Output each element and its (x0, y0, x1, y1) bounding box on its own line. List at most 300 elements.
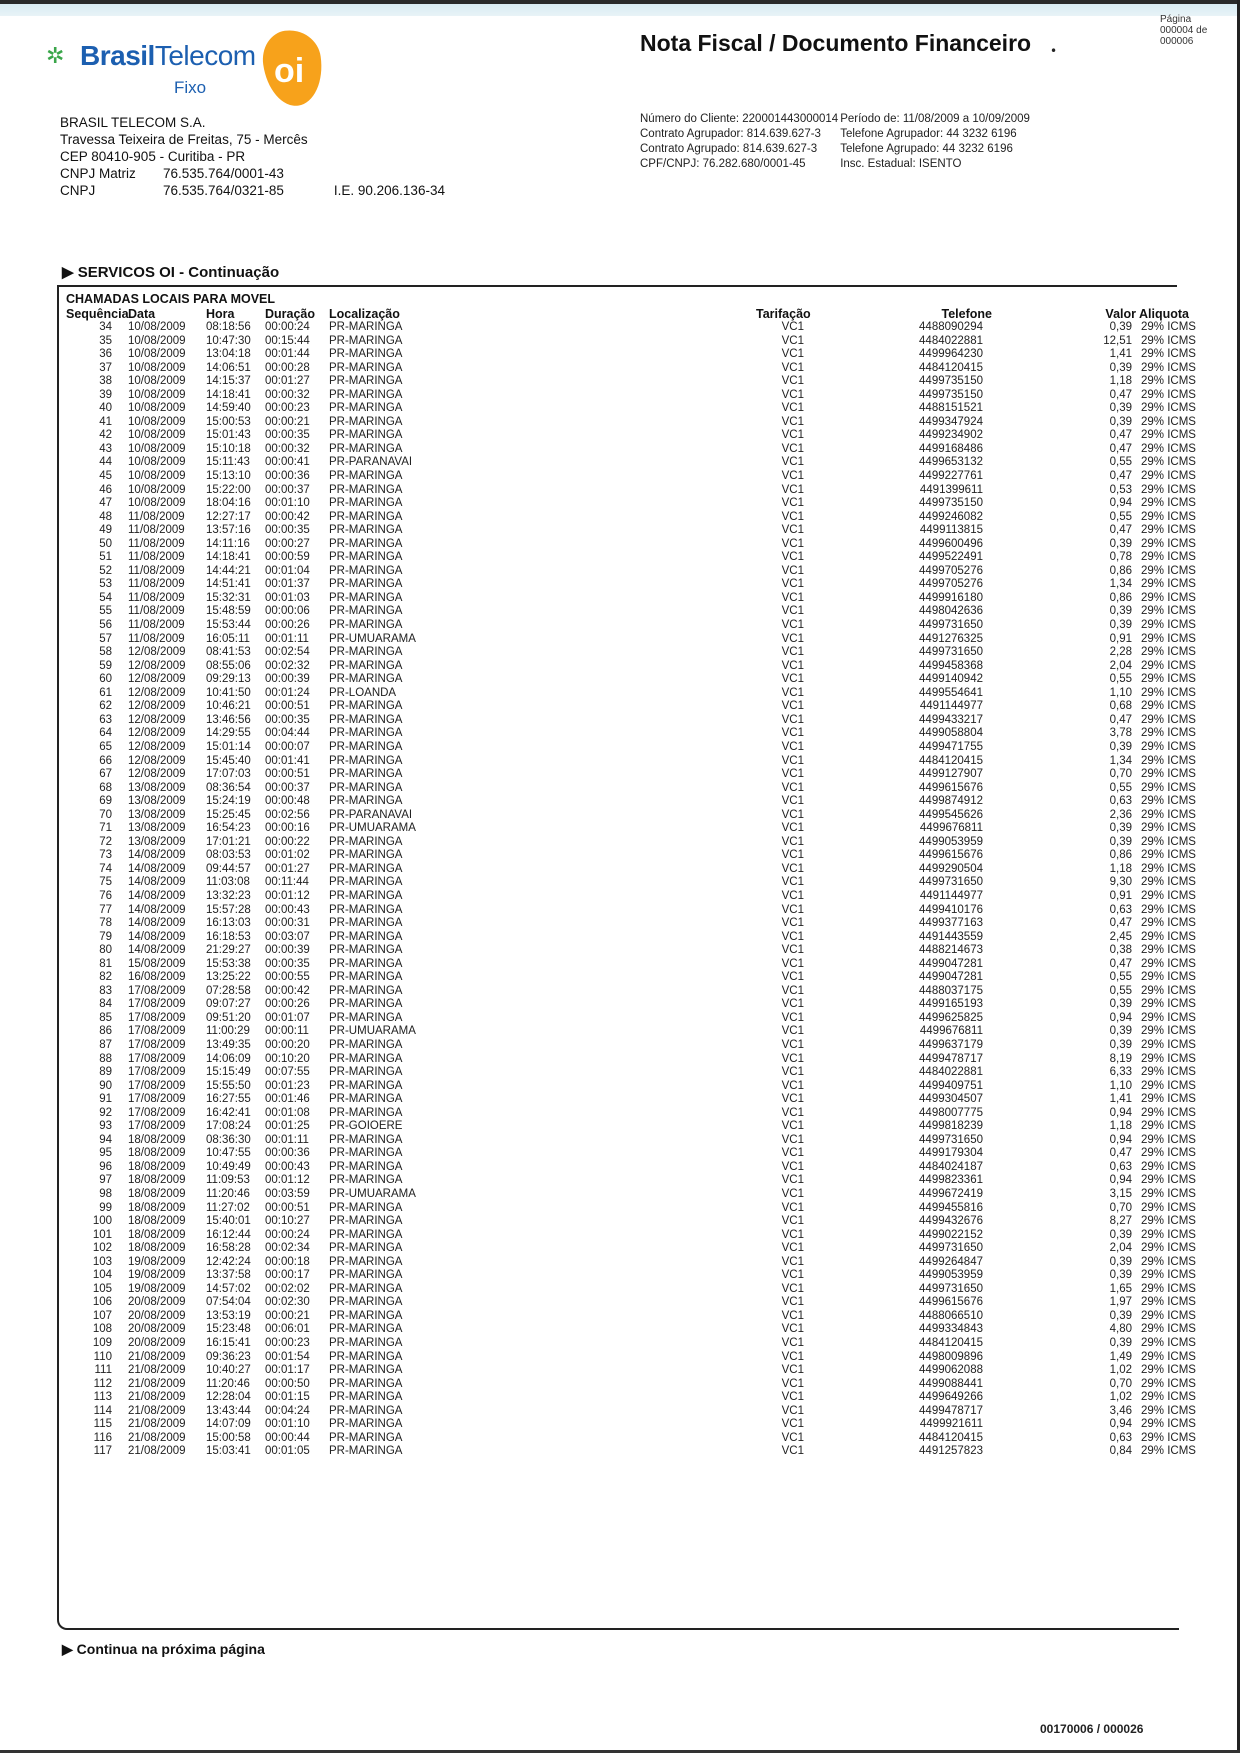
cell-aliquota: 29% ICMS (1141, 497, 1196, 510)
cell-valor: 8,19 (1109, 1052, 1132, 1065)
cell-valor: 3,46 (1109, 1404, 1132, 1417)
cell-telefone: 4499615676 (919, 781, 983, 794)
table-row (66, 415, 1196, 430)
cell-aliquota: 29% ICMS (1141, 442, 1196, 455)
cell-tarifacao: VC1 (781, 321, 804, 333)
cell-sequencia: 82 (99, 971, 112, 984)
cell-telefone: 4498042636 (919, 605, 983, 618)
cell-tarifacao: VC1 (781, 740, 804, 753)
cell-localizacao: PR-MARINGA (329, 673, 403, 686)
cell-aliquota: 29% ICMS (1141, 971, 1196, 984)
cell-data: 10/08/2009 (128, 415, 186, 428)
cell-aliquota: 29% ICMS (1141, 1445, 1196, 1458)
cell-localizacao: PR-UMUARAMA (329, 822, 416, 835)
cell-data: 18/08/2009 (128, 1160, 186, 1173)
cell-hora: 17:01:21 (206, 835, 251, 848)
cell-telefone: 4499165193 (919, 998, 983, 1011)
cell-hora: 12:42:24 (206, 1255, 251, 1268)
cell-telefone: 4499731650 (919, 1282, 983, 1295)
cell-telefone: 4498007775 (919, 1106, 983, 1119)
cell-telefone: 4499478717 (919, 1052, 983, 1065)
insc-estadual: Insc. Estadual: ISENTO (840, 158, 962, 170)
cell-valor: 0,47 (1109, 957, 1132, 970)
cell-hora: 15:01:43 (206, 429, 251, 442)
cell-localizacao: PR-MARINGA (329, 321, 403, 333)
cell-sequencia: 69 (99, 795, 112, 808)
cell-hora: 11:09:53 (206, 1174, 250, 1187)
cell-tarifacao: VC1 (781, 1418, 804, 1431)
company-address: Travessa Teixeira de Freitas, 75 - Mercês (60, 132, 308, 147)
table-row (66, 835, 1196, 850)
cell-hora: 13:46:56 (206, 713, 251, 726)
cell-hora: 13:37:58 (206, 1269, 251, 1282)
table-row (66, 1038, 1196, 1053)
cell-valor: 0,55 (1109, 510, 1132, 523)
cell-hora: 11:00:29 (206, 1025, 250, 1038)
page-indicator (1160, 14, 1207, 47)
cell-valor: 0,38 (1109, 944, 1132, 957)
cell-telefone: 4488037175 (919, 984, 983, 997)
cell-aliquota: 29% ICMS (1141, 1431, 1196, 1444)
cell-localizacao: PR-MARINGA (329, 591, 403, 604)
cell-sequencia: 85 (99, 1011, 112, 1024)
cell-localizacao: PR-MARINGA (329, 727, 403, 740)
cell-sequencia: 37 (99, 361, 112, 374)
cell-data: 13/08/2009 (128, 808, 186, 821)
cell-hora: 14:18:41 (206, 388, 251, 401)
company-cep: CEP 80410-905 - Curitiba - PR (60, 149, 246, 164)
table-row (66, 646, 1196, 660)
cell-aliquota: 29% ICMS (1141, 808, 1196, 821)
cell-telefone: 4488090294 (919, 321, 983, 333)
cell-duracao: 00:01:10 (265, 1418, 310, 1431)
cell-localizacao: PR-MARINGA (329, 944, 403, 957)
cell-hora: 10:47:30 (206, 334, 251, 347)
table-row (66, 1255, 1196, 1270)
cell-localizacao: PR-MARINGA (329, 1269, 403, 1282)
cell-sequencia: 87 (99, 1038, 112, 1051)
cell-data: 11/08/2009 (128, 524, 185, 537)
table-row (66, 822, 1196, 836)
cell-localizacao: PR-MARINGA (329, 1418, 403, 1431)
cell-sequencia: 107 (92, 1309, 112, 1322)
table-row (66, 889, 1196, 904)
cell-duracao: 00:00:41 (265, 456, 310, 469)
brand-name-bold: Brasil (80, 40, 155, 71)
table-row (66, 1188, 1196, 1202)
cell-valor: 0,78 (1109, 551, 1132, 564)
cell-sequencia: 60 (99, 673, 112, 686)
cell-data: 21/08/2009 (128, 1445, 186, 1458)
cell-tarifacao: VC1 (781, 632, 804, 645)
cell-tarifacao: VC1 (781, 551, 804, 564)
cell-duracao: 00:00:28 (265, 361, 310, 374)
cell-sequencia: 78 (99, 917, 112, 930)
cell-localizacao: PR-MARINGA (329, 971, 403, 984)
cell-tarifacao: VC1 (781, 673, 804, 686)
cell-telefone: 4499062088 (919, 1364, 983, 1377)
cell-hora: 15:57:28 (206, 903, 251, 916)
col-telefone: Telefone (941, 307, 992, 321)
cell-valor: 2,36 (1109, 808, 1132, 821)
cell-aliquota: 29% ICMS (1141, 1215, 1196, 1228)
cell-tarifacao: VC1 (781, 1160, 804, 1173)
cell-hora: 09:51:20 (206, 1011, 251, 1024)
cell-telefone: 4488066510 (919, 1309, 983, 1322)
cell-tarifacao: VC1 (781, 1296, 804, 1309)
cell-tarifacao: VC1 (781, 1052, 804, 1065)
company-name: BRASIL TELECOM S.A. (60, 115, 206, 130)
cell-telefone: 4499735150 (919, 497, 983, 510)
cell-hora: 13:25:22 (206, 971, 251, 984)
cell-data: 13/08/2009 (128, 822, 186, 835)
cell-tarifacao: VC1 (781, 1038, 804, 1051)
cell-localizacao: PR-MARINGA (329, 429, 403, 442)
client-cpf-cnpj: CPF/CNPJ: 76.282.680/0001-45 (640, 158, 806, 170)
document-code: 00170006 / 000026 (1040, 1722, 1144, 1736)
cell-sequencia: 74 (99, 862, 112, 875)
cell-localizacao: PR-MARINGA (329, 497, 403, 510)
cell-valor: 0,84 (1109, 1445, 1132, 1458)
cell-tarifacao: VC1 (781, 876, 804, 889)
cell-telefone: 4499140942 (919, 673, 983, 686)
cell-localizacao: PR-PARANAVAI (329, 456, 413, 469)
cell-aliquota: 29% ICMS (1141, 957, 1196, 970)
cell-sequencia: 34 (99, 321, 112, 333)
cell-aliquota: 29% ICMS (1141, 795, 1196, 808)
cell-aliquota: 29% ICMS (1141, 713, 1196, 726)
cell-duracao: 00:00:17 (265, 1269, 310, 1282)
cell-data: 14/08/2009 (128, 944, 186, 957)
cell-data: 20/08/2009 (128, 1337, 186, 1350)
cell-localizacao: PR-MARINGA (329, 1228, 403, 1241)
cell-localizacao: PR-PARANAVAI (329, 808, 413, 821)
cell-aliquota: 29% ICMS (1141, 1391, 1196, 1404)
cell-tarifacao: VC1 (781, 971, 804, 984)
cell-hora: 15:11:43 (206, 456, 250, 469)
cell-telefone: 4499022152 (919, 1228, 983, 1241)
cell-localizacao: PR-MARINGA (329, 1052, 403, 1065)
cell-sequencia: 105 (92, 1282, 112, 1295)
table-row (66, 795, 1196, 809)
cell-aliquota: 29% ICMS (1141, 361, 1196, 374)
cell-tarifacao: VC1 (781, 998, 804, 1011)
cell-telefone: 4488214673 (919, 944, 983, 957)
cell-valor: 0,47 (1109, 1147, 1132, 1160)
cell-tarifacao: VC1 (781, 510, 804, 523)
cell-valor: 1,18 (1109, 1120, 1132, 1133)
cell-localizacao: PR-MARINGA (329, 862, 403, 875)
cell-valor: 0,39 (1109, 1269, 1132, 1282)
cell-telefone: 4499823361 (919, 1174, 983, 1187)
cell-duracao: 00:03:59 (265, 1188, 310, 1200)
cell-data: 10/08/2009 (128, 334, 186, 347)
table-row (66, 361, 1196, 376)
cell-localizacao: PR-MARINGA (329, 700, 403, 713)
cell-data: 17/08/2009 (128, 1011, 186, 1024)
cell-data: 17/08/2009 (128, 1106, 186, 1119)
cell-duracao: 00:01:10 (265, 497, 310, 510)
cell-duracao: 00:01:15 (265, 1391, 310, 1404)
cell-tarifacao: VC1 (781, 862, 804, 875)
cell-localizacao: PR-MARINGA (329, 551, 403, 564)
cell-aliquota: 29% ICMS (1141, 537, 1196, 550)
table-row (66, 971, 1196, 985)
cell-tarifacao: VC1 (781, 1242, 804, 1255)
cell-sequencia: 49 (99, 524, 112, 537)
cell-aliquota: 29% ICMS (1141, 1106, 1196, 1119)
cell-localizacao: PR-MARINGA (329, 1337, 403, 1350)
cell-telefone: 4499731650 (919, 876, 983, 889)
cell-tarifacao: VC1 (781, 781, 804, 794)
cell-data: 21/08/2009 (128, 1364, 186, 1377)
cell-data: 18/08/2009 (128, 1242, 186, 1255)
cell-duracao: 00:00:35 (265, 713, 310, 726)
cell-duracao: 00:00:21 (265, 1309, 310, 1322)
document-title: Nota Fiscal / Documento Financeiro (640, 30, 1032, 56)
cell-duracao: 00:00:51 (265, 1201, 310, 1214)
table-row (66, 483, 1196, 498)
cell-sequencia: 94 (99, 1133, 112, 1146)
table-row (66, 754, 1196, 769)
cell-tarifacao: VC1 (781, 1106, 804, 1119)
cell-sequencia: 43 (99, 442, 112, 455)
cell-duracao: 00:01:05 (265, 1445, 310, 1458)
cnpj-value: 76.535.764/0321-85 (163, 183, 284, 198)
cell-telefone: 4499649266 (919, 1391, 983, 1404)
cell-localizacao: PR-MARINGA (329, 754, 403, 767)
cell-telefone: 4499545626 (919, 808, 983, 821)
cell-tarifacao: VC1 (781, 1404, 804, 1417)
cell-aliquota: 29% ICMS (1141, 1174, 1196, 1187)
cell-hora: 14:06:51 (206, 361, 251, 374)
cell-sequencia: 35 (99, 334, 112, 347)
cell-data: 19/08/2009 (128, 1269, 186, 1282)
cell-hora: 15:00:58 (206, 1431, 251, 1444)
cell-tarifacao: VC1 (781, 1215, 804, 1228)
cell-sequencia: 83 (99, 984, 112, 997)
cell-telefone: 4499672419 (919, 1188, 983, 1200)
cell-localizacao: PR-MARINGA (329, 619, 403, 632)
cell-hora: 15:01:14 (206, 740, 251, 753)
cell-tarifacao: VC1 (781, 564, 804, 577)
cell-telefone: 4484120415 (919, 754, 983, 767)
cell-localizacao: PR-MARINGA (329, 998, 403, 1011)
cell-localizacao: PR-MARINGA (329, 1133, 403, 1146)
cell-valor: 0,91 (1109, 889, 1132, 902)
cell-duracao: 00:01:17 (265, 1364, 310, 1377)
cell-aliquota: 29% ICMS (1141, 944, 1196, 957)
cell-duracao: 00:00:44 (265, 1431, 310, 1444)
cell-localizacao: PR-MARINGA (329, 1282, 403, 1295)
cell-duracao: 00:15:44 (265, 334, 310, 347)
cell-data: 14/08/2009 (128, 917, 186, 930)
cell-data: 21/08/2009 (128, 1377, 186, 1390)
table-row (66, 1215, 1196, 1229)
telefone-agrupador: Telefone Agrupador: 44 3232 6196 (840, 128, 1017, 140)
cell-valor: 0,70 (1109, 1201, 1132, 1214)
cell-tarifacao: VC1 (781, 1011, 804, 1024)
cell-aliquota: 29% ICMS (1141, 700, 1196, 713)
cell-hora: 13:49:35 (206, 1038, 251, 1051)
cell-tarifacao: VC1 (781, 537, 804, 550)
cell-sequencia: 110 (93, 1350, 112, 1363)
cell-duracao: 00:01:11 (265, 1133, 309, 1146)
cell-duracao: 00:00:37 (265, 781, 310, 794)
cell-hora: 15:48:59 (206, 605, 251, 618)
page-label: Página (1160, 14, 1192, 25)
cell-aliquota: 29% ICMS (1141, 510, 1196, 523)
cell-duracao: 00:00:18 (265, 1255, 310, 1268)
cell-valor: 0,47 (1109, 917, 1132, 930)
cell-telefone: 4499334843 (919, 1323, 983, 1336)
cell-telefone: 4499432676 (919, 1215, 983, 1228)
cell-localizacao: PR-MARINGA (329, 1079, 403, 1092)
company-info (60, 114, 445, 199)
cell-sequencia: 73 (99, 849, 112, 862)
cell-valor: 0,63 (1109, 903, 1132, 916)
cell-tarifacao: VC1 (781, 1350, 804, 1363)
cell-telefone: 4484024187 (919, 1160, 983, 1173)
cell-sequencia: 108 (92, 1323, 112, 1336)
cell-duracao: 00:01:27 (265, 862, 310, 875)
cell-duracao: 00:00:23 (265, 1337, 310, 1350)
cell-valor: 1,34 (1109, 578, 1132, 591)
cell-aliquota: 29% ICMS (1141, 1079, 1196, 1092)
cell-aliquota: 29% ICMS (1141, 551, 1196, 564)
cell-telefone: 4484120415 (919, 1337, 983, 1350)
cell-localizacao: PR-MARINGA (329, 334, 403, 347)
cell-valor: 1,65 (1109, 1282, 1132, 1295)
cell-aliquota: 29% ICMS (1141, 1242, 1196, 1255)
client-number: Número do Cliente: 220001443000014 (640, 113, 839, 125)
table-row (66, 1282, 1196, 1297)
cell-telefone: 4491276325 (919, 632, 983, 645)
cell-data: 11/08/2009 (128, 632, 185, 645)
cell-data: 10/08/2009 (128, 348, 186, 361)
cell-sequencia: 106 (92, 1296, 112, 1309)
cell-sequencia: 81 (99, 957, 112, 970)
cell-sequencia: 112 (93, 1377, 112, 1390)
cell-tarifacao: VC1 (781, 808, 804, 821)
cell-hora: 15:24:19 (206, 795, 251, 808)
cell-duracao: 00:01:54 (265, 1350, 310, 1363)
cell-data: 12/08/2009 (128, 727, 186, 740)
cell-hora: 14:57:02 (206, 1282, 251, 1295)
cell-sequencia: 79 (99, 930, 112, 943)
cell-telefone: 4491144977 (919, 889, 983, 902)
cell-data: 11/08/2009 (128, 578, 185, 591)
cell-data: 13/08/2009 (128, 781, 186, 794)
cell-duracao: 00:00:59 (265, 551, 310, 564)
cell-telefone: 4498009896 (919, 1350, 983, 1363)
cell-tarifacao: VC1 (781, 768, 804, 781)
cell-valor: 0,39 (1109, 537, 1132, 550)
cell-hora: 11:27:02 (206, 1201, 250, 1214)
cell-sequencia: 99 (99, 1201, 112, 1214)
cell-aliquota: 29% ICMS (1141, 1093, 1196, 1106)
cell-duracao: 00:01:46 (265, 1093, 310, 1106)
cell-localizacao: PR-MARINGA (329, 1377, 403, 1390)
cell-aliquota: 29% ICMS (1141, 1404, 1196, 1417)
cell-telefone: 4484120415 (919, 1431, 983, 1444)
cell-telefone: 4499554641 (919, 686, 983, 699)
cell-localizacao: PR-MARINGA (329, 348, 403, 361)
cell-sequencia: 48 (99, 510, 112, 523)
cell-data: 10/08/2009 (128, 388, 186, 401)
cell-valor: 0,91 (1109, 632, 1132, 645)
cell-hora: 16:15:41 (206, 1337, 251, 1350)
cell-aliquota: 29% ICMS (1141, 1255, 1196, 1268)
cell-aliquota: 29% ICMS (1141, 889, 1196, 902)
table-row (66, 1350, 1196, 1365)
cell-aliquota: 29% ICMS (1141, 1350, 1196, 1363)
cell-tarifacao: VC1 (781, 835, 804, 848)
cell-valor: 0,39 (1109, 835, 1132, 848)
table-row (66, 1445, 1196, 1459)
cell-localizacao: PR-MARINGA (329, 903, 403, 916)
cell-aliquota: 29% ICMS (1141, 646, 1196, 659)
cnpj-matriz-value: 76.535.764/0001-43 (163, 166, 284, 181)
cell-sequencia: 89 (99, 1066, 112, 1079)
cell-sequencia: 70 (99, 808, 112, 821)
cell-duracao: 00:00:43 (265, 903, 310, 916)
cell-localizacao: PR-MARINGA (329, 740, 403, 753)
table-row (66, 402, 1196, 416)
table-row (66, 849, 1196, 863)
cell-hora: 10:49:49 (206, 1160, 251, 1173)
cell-duracao: 00:01:12 (265, 889, 310, 902)
cell-sequencia: 51 (99, 551, 112, 564)
cell-valor: 1,02 (1109, 1391, 1132, 1404)
cell-valor: 0,47 (1109, 470, 1132, 483)
cell-telefone: 4499127907 (919, 768, 983, 781)
cell-valor: 2,28 (1109, 646, 1132, 659)
cell-tarifacao: VC1 (781, 1228, 804, 1241)
brand-sub: Fixo (174, 78, 207, 97)
cell-data: 14/08/2009 (128, 862, 186, 875)
cell-hora: 21:29:27 (206, 944, 251, 957)
cell-duracao: 00:04:44 (265, 727, 310, 740)
cell-valor: 0,94 (1109, 1106, 1132, 1119)
cell-tarifacao: VC1 (781, 930, 804, 943)
table-row (66, 551, 1196, 565)
table-row (66, 1011, 1196, 1026)
cell-data: 18/08/2009 (128, 1228, 186, 1241)
cell-valor: 0,86 (1109, 564, 1132, 577)
cell-data: 14/08/2009 (128, 930, 186, 943)
cell-data: 10/08/2009 (128, 429, 186, 442)
cell-hora: 15:45:40 (206, 754, 251, 767)
cell-tarifacao: VC1 (781, 1309, 804, 1322)
cell-sequencia: 63 (99, 713, 112, 726)
cell-duracao: 00:01:04 (265, 564, 310, 577)
cell-aliquota: 29% ICMS (1141, 564, 1196, 577)
cell-telefone: 4499234902 (919, 429, 983, 442)
cell-sequencia: 109 (92, 1337, 112, 1350)
cell-localizacao: PR-MARINGA (329, 984, 403, 997)
cell-duracao: 00:00:21 (265, 415, 310, 428)
cell-data: 15/08/2009 (128, 957, 186, 970)
cell-localizacao: PR-MARINGA (329, 537, 403, 550)
cell-telefone: 4499168486 (919, 442, 983, 455)
cell-duracao: 00:00:50 (265, 1377, 310, 1390)
cell-tarifacao: VC1 (781, 917, 804, 930)
cell-valor: 0,55 (1109, 456, 1132, 469)
cell-sequencia: 103 (92, 1255, 112, 1268)
cell-telefone: 4491257823 (919, 1445, 983, 1458)
cell-data: 21/08/2009 (128, 1418, 186, 1431)
